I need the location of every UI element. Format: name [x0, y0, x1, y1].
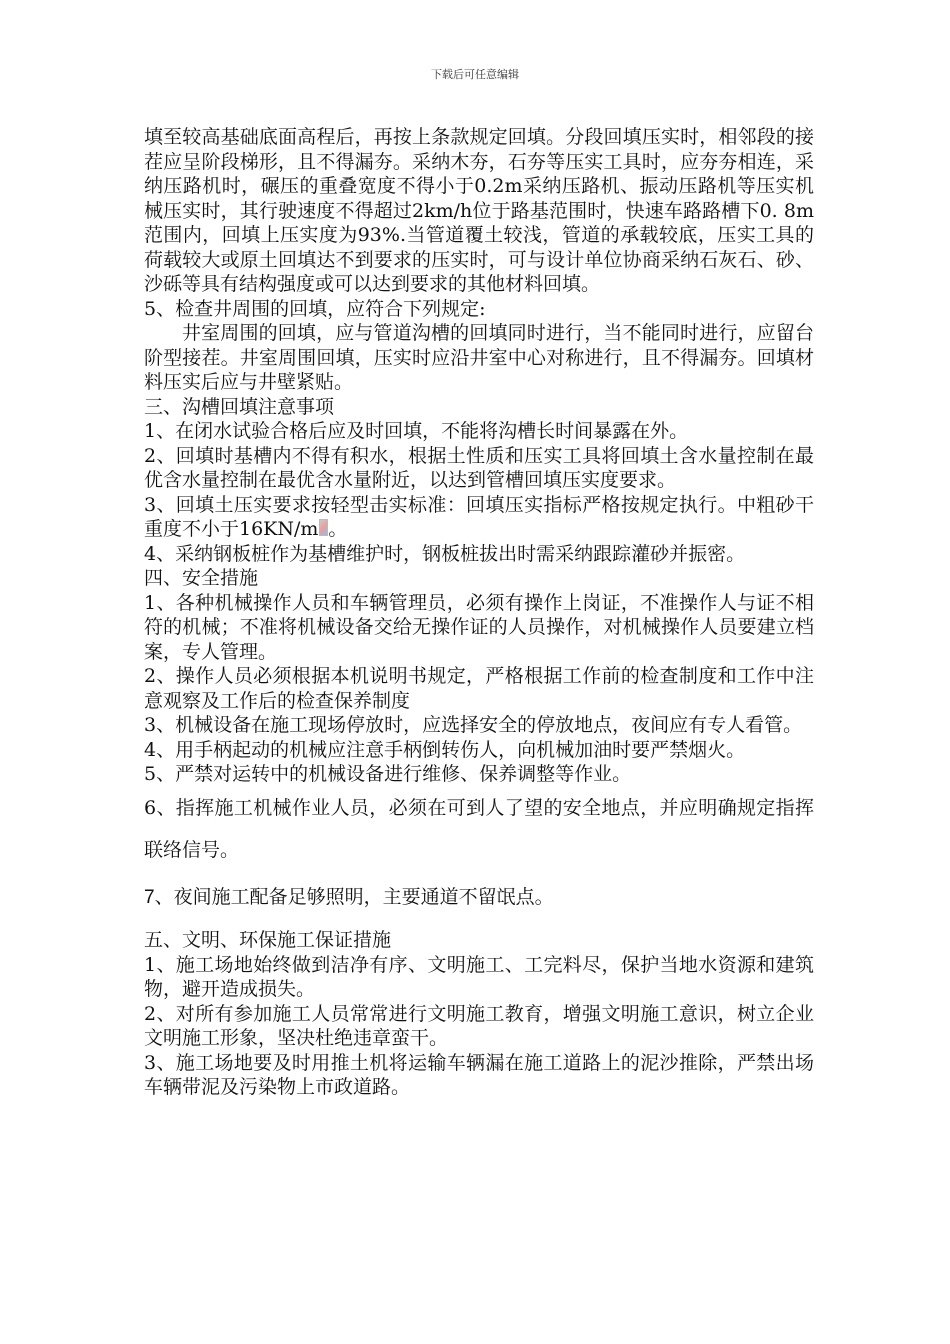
paragraph-item-5-heading: 5、检查井周围的回填，应符合下列规定: — [144, 297, 486, 320]
page-header: 下载后可任意编辑 — [431, 68, 519, 81]
compaction-text: 3、回填土压实要求按轻型击实标准：回填压实指标严格按规定执行。中粗砂干重度不小于16KN/m — [144, 493, 814, 540]
list-item: 2、操作人员必须根据本机说明书规定，严格根据工作前的检查制度和工作中注意观察及工作后的检查保养制度 — [144, 665, 814, 712]
section-heading-safety: 四、安全措施 — [144, 567, 259, 589]
compaction-end: 。 — [328, 518, 348, 540]
paragraph-backfill-continuation: 填至较高基础底面高程后，再按上条款规定回填。分段回填压实时，相邻段的接茬应呈阶段梯形，且不得漏夯。采纳木夯，石夯等压实工具时，应夯夯相连，采纳压路机时，碾压的重叠宽度不得小于0.2m采纳压路机、振动压路机等压实机械压实时，其行驶速度不得超过2km/h位于路基范围时，快速车路路槽下0. 8m范围内，回填上压实度为93%.当管道覆土较浅，管道的承载较底，压实工具的荷载较大或原土回填达不到要求的压实时，可与设计单位协商采纳石灰石、砂、沙砾等具有结构强度或可以达到要求的其他材料回填。 — [144, 126, 814, 295]
section-heading-civilized-construction: 五、文明、环保施工保证措施 — [144, 929, 392, 951]
list-item-compaction — [144, 493, 814, 542]
list-item-night-work — [144, 885, 814, 911]
list-item-signals: 6、指挥施工机械作业人员，必须在可到人了望的安全地点，并应明确规定指挥联络信号。 — [144, 796, 814, 861]
list-item: 1、施工场地始终做到洁净有序、文明施工、工完料尽，保护当地水资源和建筑物，避开造成损失。 — [144, 953, 814, 1000]
paragraph-well-backfill: 井室周围的回填，应与管道沟槽的回填同时进行，当不能同时进行，应留台阶型接茬。井室周围回填，压实时应沿井室中心对称进行，且不得漏夯。回填材料压实后应与井壁紧贴。 — [144, 322, 814, 393]
night-work-text: 、夜间施工配备足够照明，主要通道不留氓点。 — [154, 885, 554, 908]
list-item: 4、用手柄起动的机械应注意手柄倒转伤人，向机械加油时要严禁烟火。 — [144, 738, 746, 761]
section-heading-trench-backfill: 三、沟槽回填注意事项 — [144, 395, 335, 418]
document-body — [144, 125, 814, 1100]
list-item: 3、施工场地要及时用推土机将运输车辆漏在施工道路上的泥沙推除，严禁出场车辆带泥及污染物上市政道路。 — [144, 1051, 814, 1098]
list-item: 1、各种机械操作人员和车辆管理员，必须有操作上岗证，不准操作人与证不相符的机械；不准将机械设备交给无操作证的人员操作，对机械操作人员要建立档案，专人管理。 — [144, 591, 814, 663]
list-item: 2、回填时基槽内不得有积水，根据土性质和压实工具将回填土含水量控制在最优含水量控制在最优含水量附近，以达到管槽回填压实度要求。 — [144, 444, 814, 491]
list-number: 7 — [144, 886, 155, 908]
list-item: 2、对所有参加施工人员常常进行文明施工教育，增强文明施工意识，树立企业文明施工形象，坚决杜绝违章蛮干。 — [144, 1002, 814, 1049]
list-item: 1、在闭水试验合格后应及时回填，不能将沟槽长时间暴露在外。 — [144, 420, 689, 442]
list-item: 3、机械设备在施工现场停放时，应选择安全的停放地点，夜间应有专人看管。 — [144, 714, 803, 736]
list-item: 5、严禁对运转中的机械设备进行维修、保养调整等作业。 — [144, 763, 632, 785]
list-item: 4、采纳钢板桩作为基槽维护时，钢板桩拔出时需采纳跟踪灌砂并振密。 — [144, 542, 746, 565]
